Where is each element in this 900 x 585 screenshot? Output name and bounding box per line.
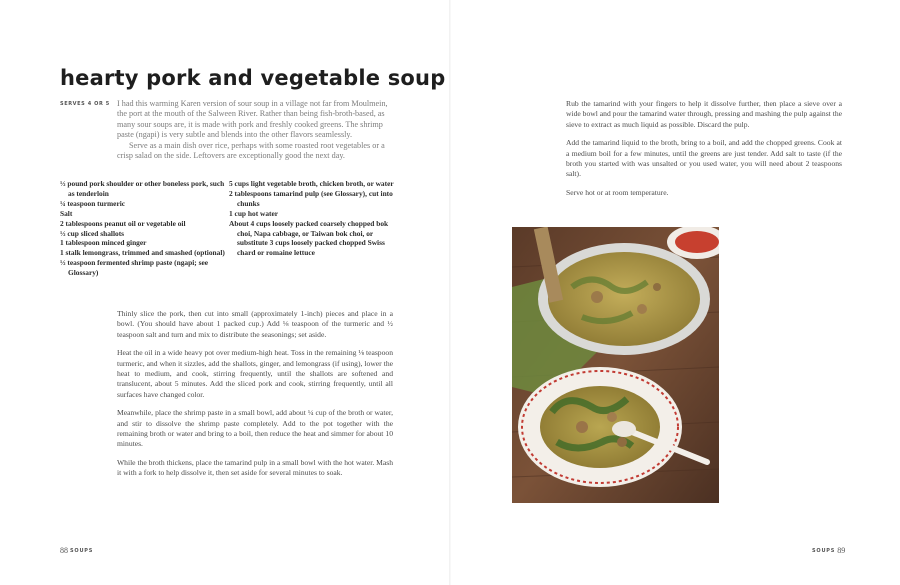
serves-label: SERVES 4 OR 5: [60, 101, 110, 107]
method-step: While the broth thickens, place the tamarind pulp in a small bowl with the hot water. Mash it with a fork to help dissolve it, then set aside for several minutes to soak.: [117, 458, 393, 478]
page-gutter: [449, 0, 451, 585]
intro-paragraph: I had this warming Karen version of sour soup in a village not far from Moulmein, the port at the mouth of the Salween River. Rather than being fish-broth-based, as many sour soups are, it is made with pork and freshly cooked greens. The shrimp paste (ngapi) is very subtle and blends into the other flavors seamlessly.: [117, 99, 388, 140]
ingredient-item: ½ cup sliced shallots: [60, 228, 125, 238]
ingredient-item: ½ teaspoon fermented shrimp paste (ngapi; see Glossary): [60, 258, 209, 278]
page-number: 88: [60, 546, 68, 555]
ingredient-item: 1 stalk lemongrass, trimmed and smashed (optional): [60, 248, 225, 258]
method-left-column: [117, 309, 393, 487]
method-step: Heat the oil in a wide heavy pot over medium-high heat. Toss in the remaining ⅛ teaspoon turmeric, and when it sizzles, add the shallots, ginger, and lemongrass (if using), lower the heat to medium, and cook, stirring frequently, until the shallots are softened and translucent, about 5 minutes. Add the sliced pork and cook, stirring frequently, until all surfaces have changed color.: [117, 348, 393, 399]
ingredients-column-1: [60, 179, 232, 278]
soup-photo: [512, 227, 719, 503]
ingredient-item: 5 cups light vegetable broth, chicken broth, or water: [229, 179, 394, 188]
ingredient-item: Salt: [60, 208, 73, 218]
section-label: SOUPS: [70, 548, 94, 554]
ingredient-item: 1 tablespoon minced ginger: [60, 238, 147, 248]
method-step: Rub the tamarind with your fingers to help it dissolve further, then place a sieve over a wide bowl and pour the tamarind water through, pressing and mashing the pulp against the sieve to extract as much liquid as possible. Discard the pulp.: [566, 99, 842, 129]
section-label: SOUPS: [812, 548, 836, 554]
method-step: Serve hot or at room temperature.: [566, 188, 669, 198]
ingredient-item: 2 tablespoons peanut oil or vegetable oil: [60, 218, 186, 228]
soup-photo-illustration: [512, 227, 719, 503]
ingredient-item: ¼ teaspoon turmeric: [60, 198, 126, 208]
intro-paragraph: Serve as a main dish over rice, perhaps with some roasted root vegetables or a crisp salad on the side. Leftovers are exceptionally good the next day.: [117, 140, 385, 161]
recipe-title: hearty pork and vegetable soup: [60, 66, 446, 90]
ingredient-item: About 4 cups loosely packed coarsely chopped bok choi, Napa cabbage, or Taiwan bok choi, or substitute 3 cups loosely packed chopped Swiss chard or romaine lettuce: [229, 218, 389, 258]
right-folio: [812, 546, 845, 555]
ingredients-column-2: [229, 179, 399, 258]
ingredient-item: 2 tablespoons tamarind pulp (see Glossary), cut into chunks: [229, 188, 393, 208]
page-number: 89: [837, 546, 846, 555]
method-step: Meanwhile, place the shrimp paste in a small bowl, add about ¼ cup of the broth or water, and stir to dissolve the shrimp paste completely. Add to the pot together with the remaining broth or water and bring to a boil, then reduce the heat and simmer for about 10 minutes.: [117, 408, 393, 449]
method-step: Thinly slice the pork, then cut into small (approximately 1-inch) pieces and place in a bowl. (You should have about 1 packed cup.) Add ⅛ teaspoon of the turmeric and ½ teaspoon salt and turn and mix to distribute the seasonings; set aside.: [117, 309, 393, 339]
ingredient-item: 1 cup hot water: [229, 208, 279, 218]
recipe-intro: [117, 99, 393, 161]
left-folio: [60, 546, 93, 555]
method-step: Add the tamarind liquid to the broth, bring to a boil, and add the chopped greens. Cook at a medium boil for a few minutes, until the greens are just tender. Add salt to taste (if the broth you started with was unsalted or you used water, you will need about 2 teaspoons salt).: [566, 138, 842, 179]
ingredient-item: ½ pound pork shoulder or other boneless pork, such as tenderloin: [60, 179, 225, 198]
method-right-column: [566, 99, 842, 207]
